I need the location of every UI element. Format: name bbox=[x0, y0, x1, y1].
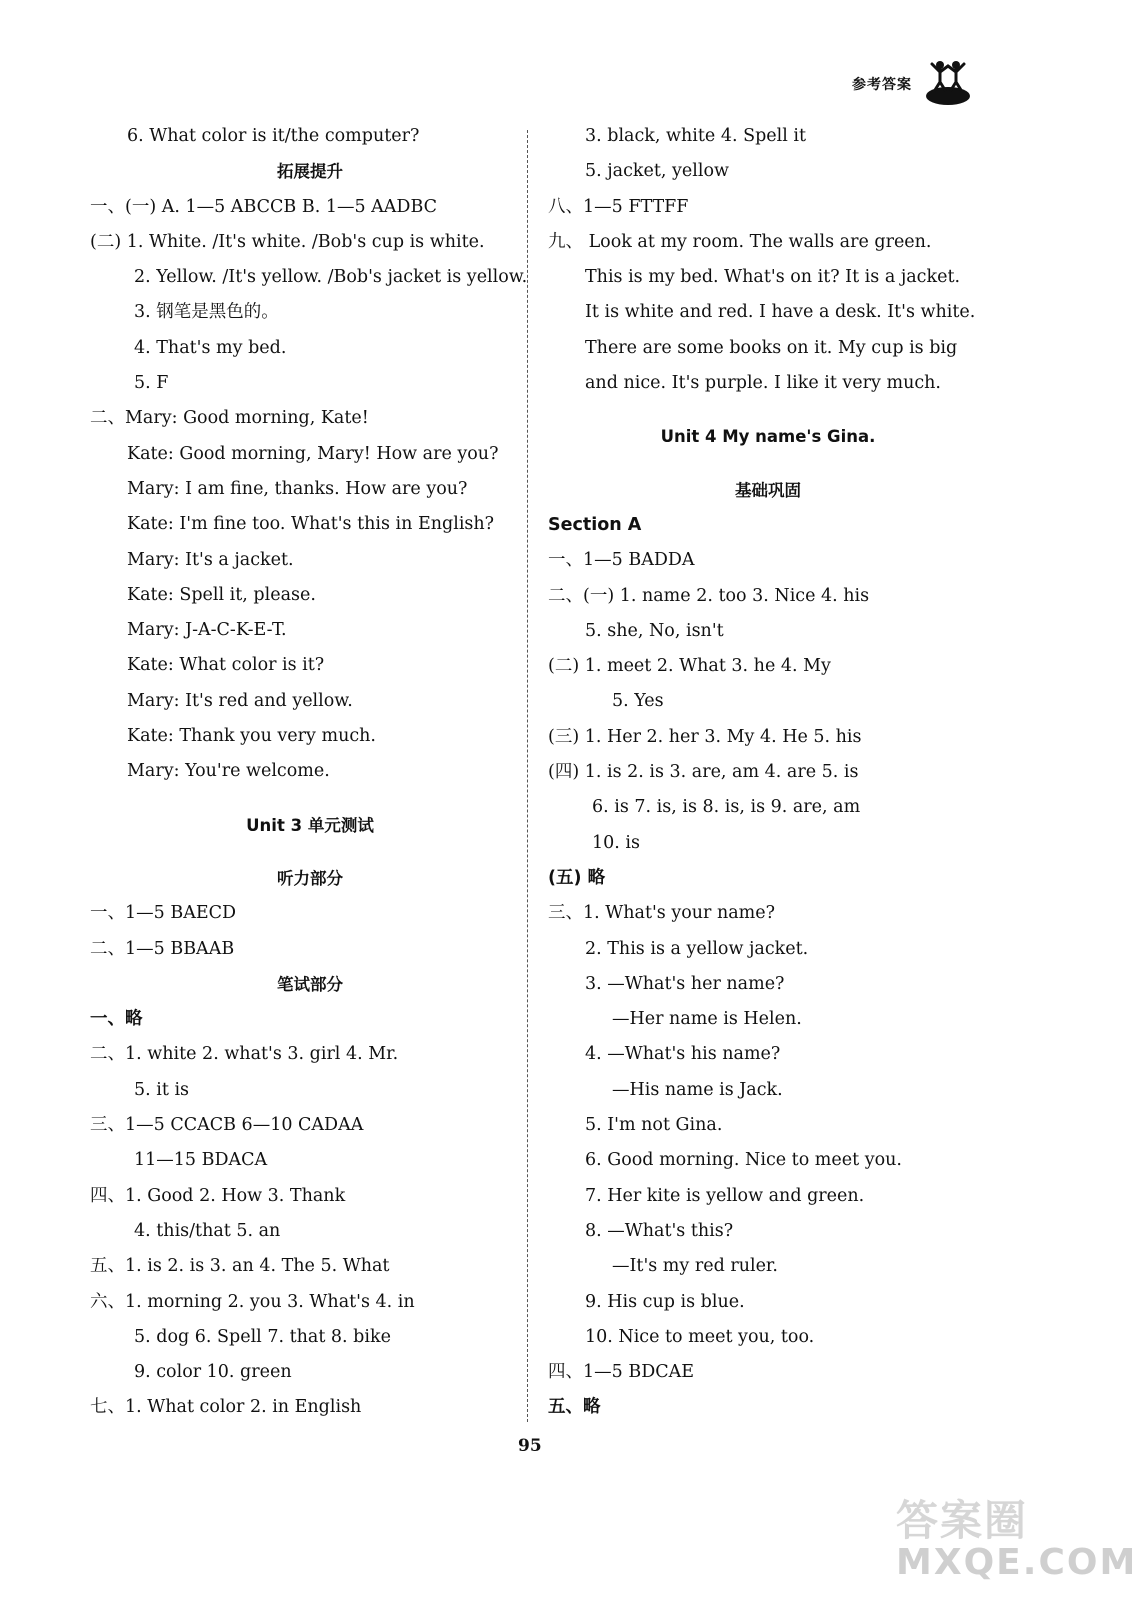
jumping-people-icon bbox=[924, 58, 972, 106]
section-heading: 听力部分 bbox=[277, 868, 343, 888]
answer-line: 四、1. Good 2. How 3. Thank bbox=[90, 1185, 346, 1206]
answer-line: 二、1. white 2. what's 3. girl 4. Mr. bbox=[90, 1044, 399, 1065]
section-heading: 拓展提升 bbox=[277, 162, 343, 182]
answer-line: Mary: I am fine, thanks. How are you? bbox=[127, 478, 468, 499]
answer-line: 二、(一) 1. name 2. too 3. Nice 4. his bbox=[548, 585, 870, 606]
answer-line: —His name is Jack. bbox=[612, 1079, 783, 1100]
answer-line: 5. it is bbox=[134, 1079, 190, 1100]
answer-line: Mary: J-A-C-K-E-T. bbox=[127, 620, 287, 641]
answer-line: Mary: You're welcome. bbox=[127, 761, 330, 782]
answer-line: 四、1—5 BDCAE bbox=[548, 1362, 695, 1383]
answer-line: —It's my red ruler. bbox=[612, 1256, 778, 1277]
answer-line: 11—15 BDACA bbox=[134, 1150, 268, 1171]
answer-line: 2. Yellow. /It's yellow. /Bob's jacket is yellow. bbox=[134, 267, 528, 288]
answer-line: 8. —What's this? bbox=[585, 1220, 734, 1241]
section-heading: 笔试部分 bbox=[277, 974, 343, 994]
answer-line: Section A bbox=[548, 514, 642, 535]
answer-line: 三、1. What's your name? bbox=[548, 903, 775, 924]
spacer bbox=[90, 843, 530, 861]
answer-line: Mary: It's red and yellow. bbox=[127, 690, 353, 711]
watermark-site: MXQE.COM bbox=[896, 1542, 1137, 1583]
answer-line: 5. Yes bbox=[612, 691, 664, 712]
answer-line: There are some books on it. My cup is big bbox=[585, 337, 958, 358]
watermark bbox=[896, 1488, 1137, 1583]
answer-line: (二) 1. White. /It's white. /Bob's cup is white. bbox=[90, 231, 485, 252]
answer-line: 5. jacket, yellow bbox=[585, 161, 729, 182]
answer-line: 二、1—5 BBAAB bbox=[90, 938, 235, 959]
answer-line: 4. —What's his name? bbox=[585, 1044, 781, 1065]
answer-line: —Her name is Helen. bbox=[612, 1009, 802, 1030]
answer-line: 6. Good morning. Nice to meet you. bbox=[585, 1150, 902, 1171]
answer-line: 6. What color is it/the computer? bbox=[127, 126, 420, 146]
header-title: 参考答案 bbox=[852, 77, 912, 93]
answer-line: 10. Nice to meet you, too. bbox=[585, 1326, 815, 1347]
answer-line: 5. dog 6. Spell 7. that 8. bike bbox=[134, 1326, 391, 1347]
left-column bbox=[90, 119, 530, 1426]
answer-line: This is my bed. What's on it? It is a jacket. bbox=[585, 267, 961, 288]
section-heading: 基础巩固 bbox=[735, 480, 801, 500]
answer-line: Mary: It's a jacket. bbox=[127, 549, 294, 570]
answer-line: 一、1—5 BAECD bbox=[90, 903, 237, 924]
answer-line: 八、1—5 FTTFF bbox=[548, 196, 689, 217]
answer-line: 九、 Look at my room. The walls are green. bbox=[548, 231, 932, 252]
answer-line: 五、1. is 2. is 3. an 4. The 5. What bbox=[90, 1256, 390, 1277]
answer-line: 一、1—5 BADDA bbox=[548, 550, 695, 571]
answer-line: It is white and red. I have a desk. It's white. bbox=[585, 302, 976, 323]
answer-line: 5. F bbox=[134, 373, 169, 394]
answer-line: 七、1. What color 2. in English bbox=[90, 1397, 362, 1418]
answer-line: 10. is bbox=[592, 832, 640, 853]
answer-line: Kate: Good morning, Mary! How are you? bbox=[127, 443, 499, 464]
spacer bbox=[548, 401, 988, 419]
answer-line: 3. 钢笔是黑色的。 bbox=[134, 302, 279, 323]
answer-line: 3. black, white 4. Spell it bbox=[585, 126, 807, 146]
answer-line: 5. she, No, isn't bbox=[585, 620, 724, 641]
answer-line: Kate: What color is it? bbox=[127, 655, 325, 676]
section-heading: Unit 4 My name's Gina. bbox=[660, 427, 876, 447]
right-column bbox=[548, 119, 988, 1426]
answer-line: 5. I'm not Gina. bbox=[585, 1115, 723, 1136]
answer-line: (三) 1. Her 2. her 3. My 4. He 5. his bbox=[548, 726, 862, 747]
spacer bbox=[548, 455, 988, 473]
answer-line: (四) 1. is 2. is 3. are, am 4. are 5. is bbox=[548, 762, 859, 783]
answer-line: Kate: Thank you very much. bbox=[127, 726, 376, 747]
answer-line: 7. Her kite is yellow and green. bbox=[585, 1185, 865, 1206]
answer-line: 4. That's my bed. bbox=[134, 337, 287, 358]
answer-line: 4. this/that 5. an bbox=[134, 1220, 281, 1241]
answer-line: and nice. It's purple. I like it very much. bbox=[585, 373, 941, 394]
answer-line: 6. is 7. is, is 8. is, is 9. are, am bbox=[592, 797, 861, 818]
answer-line: 一、略 bbox=[90, 1009, 143, 1030]
answer-line: 六、1. morning 2. you 3. What's 4. in bbox=[90, 1291, 415, 1312]
section-heading: Unit 3 单元测试 bbox=[246, 815, 374, 835]
answer-line: 9. color 10. green bbox=[134, 1362, 292, 1383]
answer-line: Kate: Spell it, please. bbox=[127, 584, 316, 605]
spacer bbox=[90, 790, 530, 808]
answer-line: 2. This is a yellow jacket. bbox=[585, 938, 809, 959]
answer-line: 三、1—5 CCACB 6—10 CADAA bbox=[90, 1115, 364, 1136]
answer-line: (五) 略 bbox=[548, 867, 606, 888]
answer-line: 9. His cup is blue. bbox=[585, 1291, 745, 1312]
answer-line: (二) 1. meet 2. What 3. he 4. My bbox=[548, 656, 831, 677]
answer-line: 五、略 bbox=[548, 1397, 601, 1418]
answer-line: 3. —What's her name? bbox=[585, 973, 785, 994]
page-number: 95 bbox=[518, 1436, 542, 1456]
answer-line: Kate: I'm fine too. What's this in English? bbox=[127, 514, 495, 535]
answer-line: 一、(一) A. 1—5 ABCCB B. 1—5 AADBC bbox=[90, 196, 438, 217]
answer-line: 二、Mary: Good morning, Kate! bbox=[90, 408, 369, 429]
watermark-logo: 答案圈 bbox=[896, 1496, 1029, 1545]
